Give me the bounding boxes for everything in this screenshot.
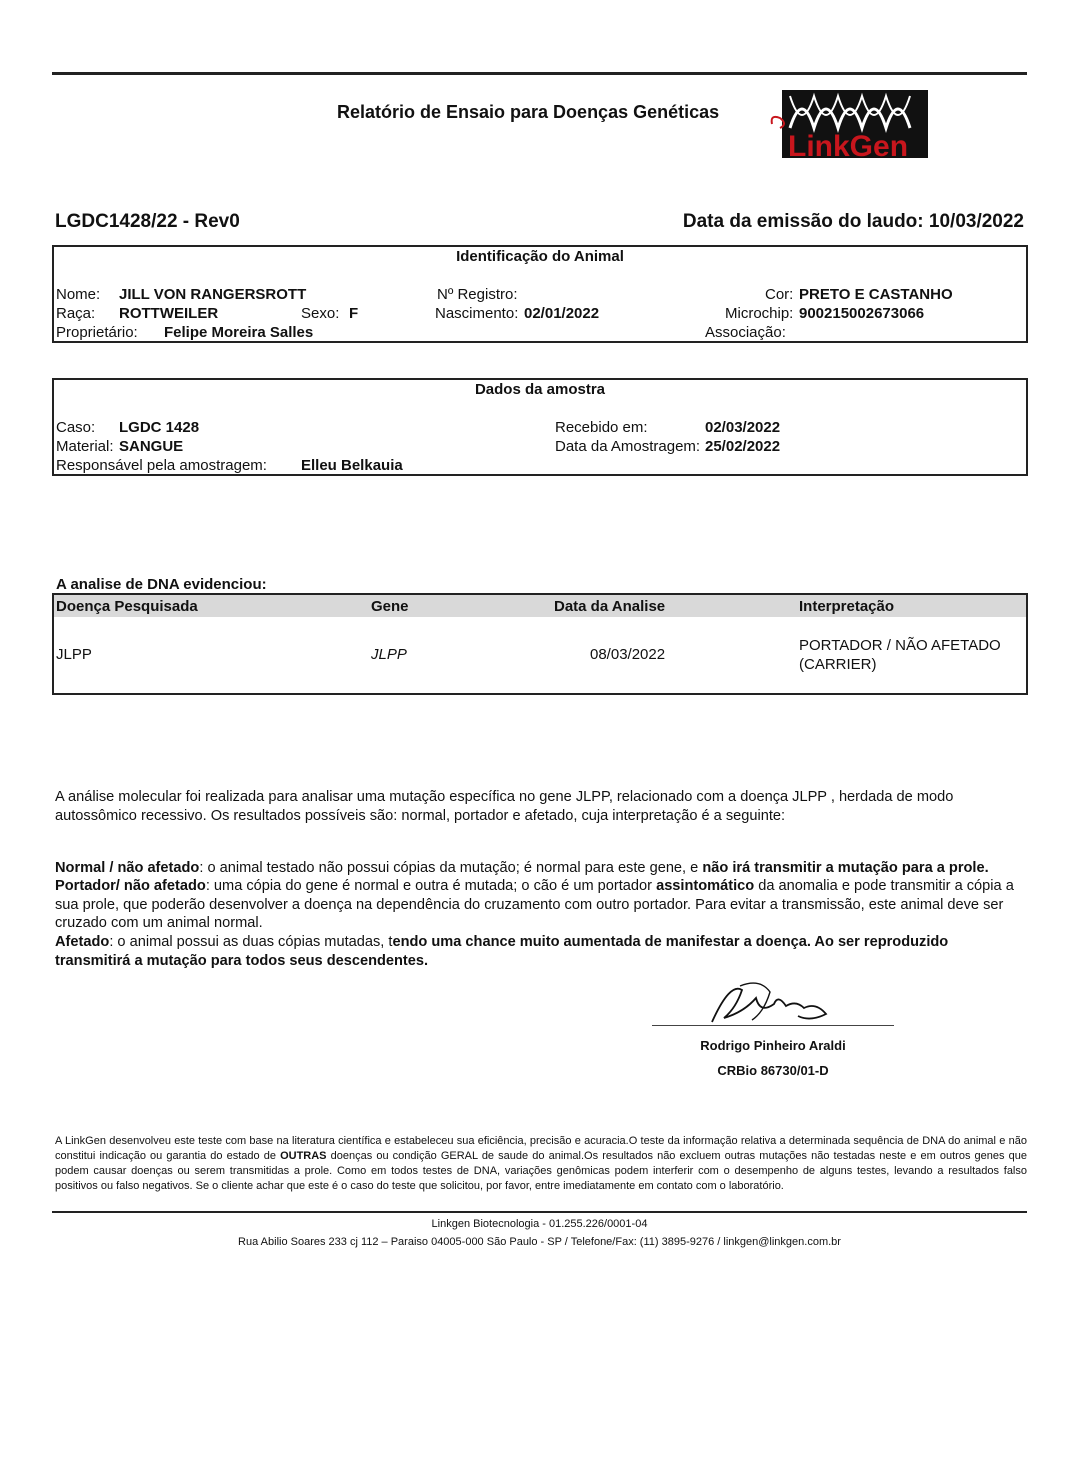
- microchip-label: Microchip:: [725, 305, 794, 322]
- material-label: Material:: [56, 438, 114, 455]
- issue-date-label: Data da emissão do laudo:: [682, 211, 924, 232]
- sex-value: F: [349, 305, 359, 322]
- animal-name: JILL VON RANGERSROTT: [119, 286, 307, 303]
- signature-line: [652, 1025, 894, 1026]
- column-header-interpretation: Interpretação: [799, 598, 895, 615]
- carrier-text-1: : uma cópia do gene é normal e outra é mutada; o cão é um portador: [205, 878, 657, 894]
- breed-label: Raça:: [56, 305, 96, 322]
- affected-paragraph: [55, 933, 1027, 970]
- analysis-heading: A analise de DNA evidenciou:: [56, 576, 267, 593]
- carrier-bold: assintomático: [656, 878, 755, 894]
- owner-value: Felipe Moreira Salles: [164, 324, 314, 341]
- explanation-intro-line-1: A análise molecular foi realizada para analisar uma mutação específica no gene JLPP, relacionado com a doença JLPP , herdada de modo: [55, 789, 954, 805]
- affected-label: Afetado: [55, 934, 110, 950]
- name-label: Nome:: [56, 286, 101, 303]
- case-label: Caso:: [56, 419, 96, 436]
- column-header-date: Data da Analise: [554, 598, 666, 615]
- sample-section-title: Dados da amostra: [474, 381, 606, 398]
- breed-value: ROTTWEILER: [119, 305, 219, 322]
- cell-interpretation-line-2: (CARRIER): [799, 656, 877, 673]
- footer-rule: [52, 1211, 1027, 1213]
- sex-label: Sexo:: [301, 305, 340, 322]
- disclaimer-bold: OUTRAS: [280, 1150, 327, 1162]
- responsible-label: Responsável pela amostragem:: [56, 457, 267, 474]
- dna-helix-logo-icon: [768, 88, 930, 160]
- material-value: SANGUE: [119, 438, 184, 455]
- footer-address: Rua Abilio Soares 233 cj 112 – Paraiso 04005-000 São Paulo - SP / Telefone/Fax: (11) 3895-9276 / linkgen@linkgen.com.br: [238, 1236, 841, 1248]
- column-header-disease: Doença Pesquisada: [56, 598, 198, 615]
- normal-bold: não irá transmitir a mutação para a prole.: [702, 860, 989, 876]
- microchip-value: 900215002673066: [799, 305, 925, 322]
- normal-label: Normal / não afetado: [55, 860, 200, 876]
- cell-interpretation-line-1: PORTADOR / NÃO AFETADO: [799, 637, 1001, 654]
- cell-date: 08/03/2022: [590, 646, 666, 663]
- top-rule: [52, 72, 1027, 75]
- issue-date-line: [683, 211, 1024, 233]
- column-header-gene: Gene: [371, 598, 409, 615]
- cell-disease: JLPP: [56, 646, 92, 663]
- carrier-label: Portador/ não afetado: [55, 878, 206, 894]
- animal-section-title: Identificação do Animal: [456, 248, 624, 265]
- signatory-name: Rodrigo Pinheiro Araldi: [700, 1038, 846, 1053]
- disclaimer-text-1: A LinkGen desenvolveu este teste com base na literatura científica e estabeleceu sua eficiência, precisão e acuracia.O teste da informação relativa a determinada sequência de DNA do animal e não constitui indicação ou garantia do estado de: [55, 1135, 1027, 1162]
- sampling-date-label: Data da Amostragem:: [555, 438, 701, 455]
- sampling-date-value: 25/02/2022: [705, 438, 781, 455]
- handwritten-signature: [700, 978, 850, 1028]
- disclaimer-paragraph: [55, 1134, 1027, 1194]
- color-label: Cor:: [765, 286, 794, 303]
- svg-text:LinkGen: LinkGen: [788, 130, 909, 160]
- color-value: PRETO E CASTANHO: [799, 286, 953, 303]
- disclaimer-text-2: doenças ou condição GERAL de saude do animal.Os resultados não excluem outras mutações não testadas neste e em outros genes que podem causar doenças ou serem transmitidas a prole. Como em todos testes de DNA, variações genômicas podem interferir com o desempenho de alguns testes, levando a resultados falso positivos ou falso negativos. Se o cliente achar que este é o caso do teste que solicitou, por favor, entre imediatamente em contato com o laboratório.: [55, 1150, 1027, 1192]
- case-value: LGDC 1428: [119, 419, 200, 436]
- report-code: LGDC1428/22 - Rev0: [55, 211, 240, 232]
- normal-text: : o animal testado não possui cópias da mutação; é normal para este gene, e: [199, 860, 703, 876]
- affected-bold: endo uma chance muito aumentada de manifestar a doença. Ao ser reproduzido transmitirá a mutação para todos seus descendentes.: [55, 934, 949, 969]
- carrier-paragraph: [55, 877, 1027, 933]
- affected-text: : o animal possui as duas cópias mutadas, t: [109, 934, 393, 950]
- owner-label: Proprietário:: [56, 324, 138, 341]
- cell-gene: JLPP: [371, 646, 407, 663]
- birth-label: Nascimento:: [435, 305, 519, 322]
- explanation-intro-line-2: autossômico recessivo. Os resultados possíveis são: normal, portador e afetado, cuja interpretação é a seguinte:: [55, 808, 786, 824]
- report-title: Relatório de Ensaio para Doenças Genéticas: [337, 102, 720, 122]
- birth-value: 02/01/2022: [524, 305, 600, 322]
- responsible-value: Elleu Belkauia: [301, 457, 403, 474]
- association-label: Associação:: [705, 324, 786, 341]
- normal-paragraph: [55, 860, 989, 876]
- footer-company: Linkgen Biotecnologia - 01.255.226/0001-04: [431, 1218, 648, 1230]
- signatory-registration: CRBio 86730/01-D: [717, 1063, 829, 1078]
- carrier-text-2: da anomalia e pode transmitir a cópia a sua prole, que poderão desenvolver a doença na dependência do cruzamento com outro portador. Para evitar a transmissão, este animal deve ser cruzado com um animal normal.: [55, 878, 1014, 931]
- issue-date-value: 10/03/2022: [928, 211, 1024, 232]
- received-value: 02/03/2022: [705, 419, 781, 436]
- registry-label: Nº Registro:: [437, 286, 518, 303]
- received-label: Recebido em:: [555, 419, 648, 436]
- linkgen-logo: [768, 88, 930, 160]
